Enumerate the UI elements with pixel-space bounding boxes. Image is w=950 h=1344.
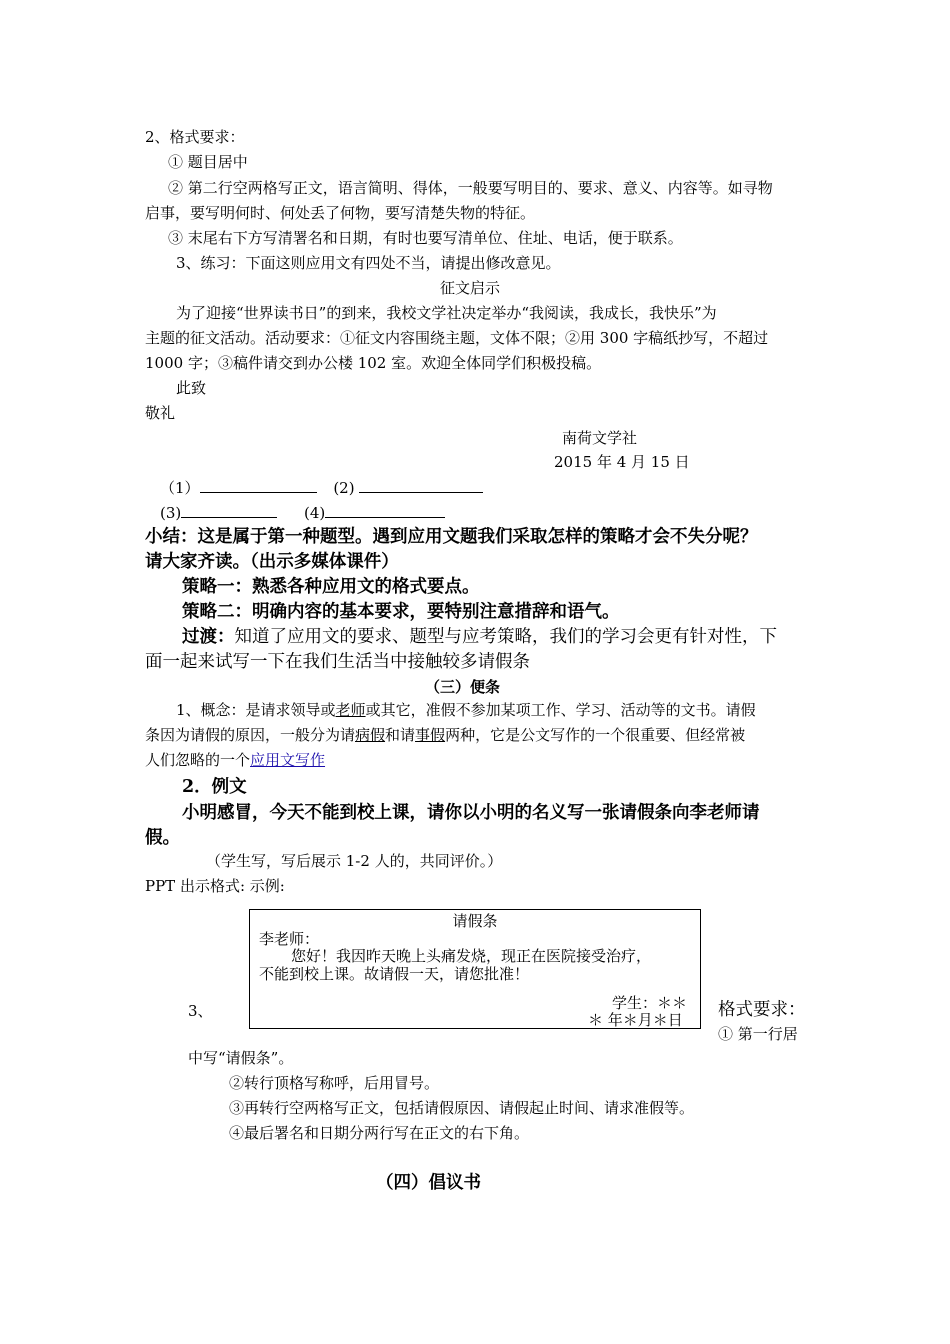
notice-title: 征文启示: [440, 279, 501, 297]
blank-label-2: (2): [333, 479, 355, 497]
leave-note-date: ＊ 年＊月＊日: [588, 1011, 683, 1029]
concept-line-1: [176, 700, 756, 720]
notice-date: 2015 年 4 月 15 日: [554, 453, 690, 471]
leave-note-body-2: 不能到校上课。故请假一天，请您批准！: [259, 965, 530, 983]
leave-note-title: 请假条: [452, 912, 498, 930]
transition-line-2: 面一起来试写一下在我们生活当中接触较多请假条: [145, 652, 530, 672]
leave-format-item-4: ④最后署名和日期分两行写在正文的右下角。: [229, 1124, 530, 1142]
blank-3[interactable]: [181, 502, 277, 518]
applied-writing-link[interactable]: 应用文写作: [250, 751, 326, 769]
concept-text-b: 或其它，准假不参加某项工作、学习、活动等的文书。请假: [365, 701, 756, 719]
transition-line-1: [182, 625, 777, 649]
concept2-text-b: 和请: [385, 726, 416, 744]
format-item-1: ① 题目居中: [168, 153, 248, 171]
leave-note-example-box: [249, 909, 701, 1029]
strategy-1: 策略一：熟悉各种应用文的格式要点。: [182, 577, 480, 597]
concept3-text: 人们忽略的一个: [145, 751, 251, 769]
leave-format-item-2: ②转行顶格写称呼，后用冒号。: [229, 1074, 440, 1092]
blank-1[interactable]: [200, 477, 317, 493]
concept2-text-c: 两种，它是公文写作的一个很重要、但经常被: [445, 726, 746, 744]
format-item-3: ③ 末尾右下方写清署名和日期，有时也要写清单位、住址、电话，便于联系。: [168, 229, 683, 247]
format-item-2-line-2: 启事，要写明何时、何处丢了何物，要写清楚失物的特征。: [145, 204, 536, 222]
notice-signature: 南荷文学社: [562, 429, 638, 447]
notice-body-line-2: 主题的征文活动。活动要求：①征文内容围绕主题，文体不限；②用 300 字稿纸抄写，不超过: [145, 329, 769, 347]
notice-body-line-3: 1000 字；③稿件请交到办公楼 102 室。欢迎全体同学们积极投稿。: [145, 354, 602, 372]
concept-line-3: [145, 750, 325, 770]
leave-note-student: 学生：＊＊: [612, 994, 688, 1012]
leave-note-body-1: 您好！我因昨天晚上头痛发烧，现正在医院接受治疗，: [291, 947, 652, 965]
student-note: （学生写，写后展示 1-2 人的，共同评价。）: [206, 852, 503, 870]
task-line-2: 假。: [145, 828, 180, 848]
leave-note-salutation: 李老师：: [259, 930, 320, 948]
concept-line-2: [145, 725, 745, 745]
transition-label: 过渡：: [182, 627, 235, 647]
task-line-1: 小明感冒，今天不能到校上课，请你以小明的名义写一张请假条向李老师请: [182, 803, 760, 823]
summary-line-1: 小结：这是属于第一种题型。遇到应用文题我们采取怎样的策略才会不失分呢？: [145, 527, 758, 547]
concept-term-personal-leave: 事假: [415, 726, 446, 744]
concept-term-sick-leave: 病假: [355, 726, 386, 744]
notice-closing-1: 此致: [176, 379, 207, 397]
notice-closing-2: 敬礼: [145, 404, 176, 422]
leave-format-item-3: ③再转行空两格写正文，包括请假原因、请假起止时间、请求准假等。: [229, 1099, 695, 1117]
leave-format-number: 3、: [188, 1002, 213, 1020]
blank-label-1: （1）: [160, 479, 200, 497]
leave-format-label: 格式要求：: [718, 1000, 806, 1020]
notice-body-line-1: 为了迎接“世界读书日”的到来，我校文学社决定举办“我阅读，我成长，我快乐”为: [176, 304, 717, 322]
blank-2[interactable]: [359, 477, 483, 493]
concept2-text-a: 条因为请假的原因，一般分为请: [145, 726, 356, 744]
section-3-heading: （三）便条: [425, 678, 501, 696]
leave-format-item-1-b: 中写“请假条”。: [188, 1049, 294, 1067]
answer-blanks-row-2: [160, 502, 445, 523]
answer-blanks-row-1: [160, 477, 483, 498]
concept-term-teacher: 老师: [335, 701, 366, 719]
example-heading: 2．例文: [182, 777, 247, 797]
strategy-2: 策略二：明确内容的基本要求，要特别注意措辞和语气。: [182, 602, 620, 622]
blank-label-3: (3): [160, 504, 182, 522]
blank-4[interactable]: [325, 502, 445, 518]
summary-line-2: 请大家齐读。（出示多媒体课件）: [145, 552, 399, 572]
leave-format-item-1-a: ① 第一行居: [718, 1025, 798, 1043]
exercise-prompt: 3、练习：下面这则应用文有四处不当，请提出修改意见。: [176, 254, 561, 272]
section-4-heading: （四）倡议书: [376, 1173, 481, 1193]
format-heading: 2、格式要求：: [145, 128, 245, 146]
concept-text-a: 1、概念：是请求领导或: [176, 701, 336, 719]
ppt-format-label: PPT 出示格式: 示例:: [145, 877, 285, 895]
transition-text-1: 知道了应用文的要求、题型与应考策略，我们的学习会更有针对性，下: [234, 627, 777, 647]
format-item-2-line-1: ② 第二行空两格写正文，语言简明、得体，一般要写明目的、要求、意义、内容等。如寻物: [168, 179, 773, 197]
blank-label-4: (4): [304, 504, 326, 522]
